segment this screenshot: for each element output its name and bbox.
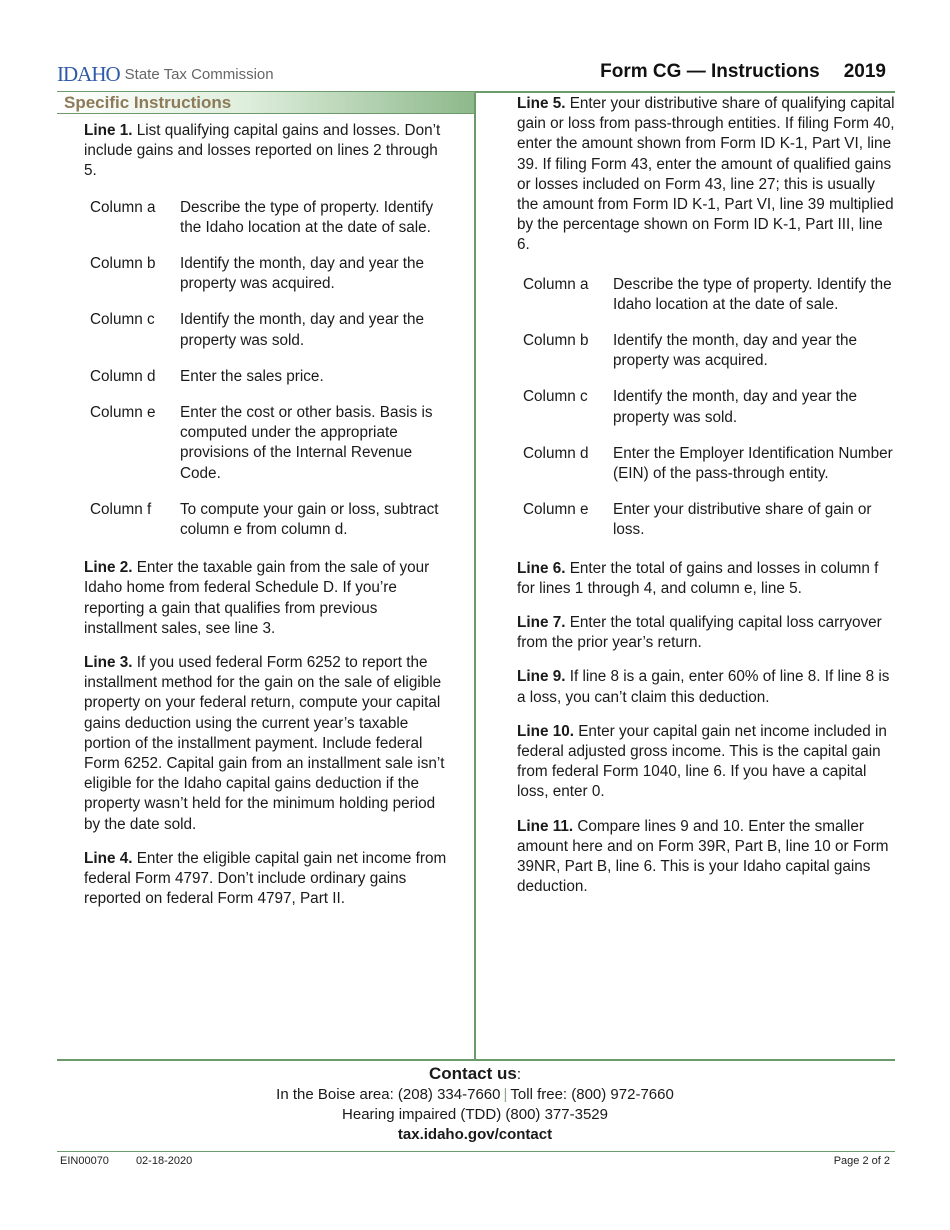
column-label: Column d — [523, 444, 589, 462]
line-1-column-e — [90, 403, 452, 484]
contact-title — [0, 1064, 950, 1085]
column-text: Enter the sales price. — [180, 367, 324, 385]
revision-date: 02-18-2020 — [135, 1155, 193, 1167]
line-7-instruction — [517, 613, 897, 653]
column-label: Column b — [90, 255, 156, 273]
line-1-column-a — [90, 198, 452, 238]
line-5-column-c — [523, 387, 897, 427]
form-title — [600, 61, 886, 83]
line-6-instruction — [517, 559, 897, 599]
contact-block — [0, 1064, 950, 1145]
column-text: Identify the month, day and year the property was sold. — [180, 311, 425, 349]
column-label: Column c — [523, 388, 588, 406]
line-9-text: If line 8 is a gain, enter 60% of line 8. If line 8 is a loss, you can’t claim this deduction. — [517, 668, 890, 706]
column-label: Column f — [90, 500, 152, 518]
line-9-label: Line 9. — [517, 668, 566, 686]
line-5-columns — [523, 275, 897, 541]
line-1-text: List qualifying capital gains and losses. Don’t include gains and losses reported on lines 2 through 5. — [84, 122, 441, 180]
line-3-text: If you used federal Form 6252 to report the installment method for the gain on the sale of eligible property on your federal return, compute your capital gains deduction using the current year’s taxable portion of the installment payment. Include federal Form 6252. Capital gain from an installment sale isn’t eligible for the Idaho capital gains deduction if the property wasn’t held for the minimum holding period by the date sold. — [84, 654, 445, 833]
line-10-text: Enter your capital gain net income included in federal adjusted gross income. This is the capital gain from federal Form 1040, line 6. If you have a capital loss, enter 0. — [517, 722, 887, 801]
column-text: Describe the type of property. Identify the Idaho location at the date of sale. — [180, 198, 434, 236]
line-1-column-b — [90, 254, 452, 294]
column-label: Column b — [523, 332, 589, 350]
logo-mark: IDAHO — [57, 61, 120, 86]
document-id: EIN00070 — [60, 1155, 109, 1167]
line-5-column-e — [523, 500, 897, 540]
line-3-label: Line 3. — [84, 654, 133, 672]
line-1-label: Line 1. — [84, 122, 133, 139]
contact-phones — [0, 1085, 950, 1105]
line-11-label: Line 11. — [517, 817, 574, 835]
footer-doc-info — [60, 1155, 192, 1167]
agency-logo — [57, 62, 274, 86]
column-label: Column d — [90, 367, 156, 385]
line-4-text: Enter the eligible capital gain net income from federal Form 4797. Don’t include ordinary gains reported on federal Form 4797, Part II. — [84, 849, 447, 908]
tdd-phone: Hearing impaired (TDD) (800) 377-3529 — [342, 1106, 608, 1123]
contact-colon: : — [516, 1066, 521, 1083]
column-text: Describe the type of property. Identify the Idaho location at the date of sale. — [613, 275, 892, 313]
footer-rule — [57, 1151, 895, 1152]
tollfree-phone: Toll free: (800) 972-7660 — [510, 1086, 674, 1103]
line-1-column-c — [90, 310, 452, 350]
line-10-label: Line 10. — [517, 722, 574, 740]
right-column — [517, 94, 897, 898]
left-column — [84, 121, 452, 910]
line-5-column-a — [523, 275, 897, 315]
column-label: Column c — [90, 311, 155, 329]
column-text: Enter your distributive share of gain or loss. — [613, 501, 872, 539]
line-7-text: Enter the total qualifying capital loss carryover from the prior year’s return. — [517, 614, 882, 652]
line-1-column-d — [90, 367, 452, 387]
contact-website-link[interactable]: tax.idaho.gov/contact — [397, 1126, 553, 1143]
line-4-label: Line 4. — [84, 849, 133, 867]
column-text: Enter the Employer Identification Number (EIN) of the pass-through entity. — [613, 444, 893, 483]
form-title-text: Form CG — Instructions — [600, 61, 820, 82]
line-10-instruction — [517, 722, 897, 803]
line-4-instruction — [84, 849, 452, 910]
line-2-label: Line 2. — [84, 559, 133, 577]
line-3-instruction — [84, 653, 452, 835]
column-divider — [474, 93, 476, 1059]
column-label: Column e — [523, 501, 589, 519]
page-number: Page 2 of 2 — [833, 1155, 890, 1167]
column-text: To compute your gain or loss, subtract column e from column d. — [180, 500, 439, 539]
column-text: Enter the cost or other basis. Basis is computed under the appropriate provisions of the Internal Revenue Code. — [180, 404, 433, 482]
line-2-text: Enter the taxable gain from the sale of your Idaho home from federal Schedule D. If you’re reporting a gain that qualifies from previous installment sales, see line 3. — [84, 559, 430, 637]
section-header-rule — [57, 113, 475, 114]
section-header — [57, 92, 475, 114]
line-6-text: Enter the total of gains and losses in column f for lines 1 through 4, and column e, line 5. — [517, 559, 879, 597]
line-5-instruction — [517, 94, 897, 256]
column-label: Column a — [90, 198, 156, 216]
line-5-text: Enter your distributive share of qualifying capital gain or loss from pass-through entities. If filing Form 40, enter the amount shown from Form ID K-1, Part VI, line 39. If filing Form 43, enter the amount of qualified gains or losses included on Form 43, line 27; this is usually the amount from Form ID K-1, Part VI, line 39 multiplied by the percentage shown on Form ID K-1, Part III, line 6. — [517, 95, 895, 254]
agency-name: State Tax Commission — [124, 65, 274, 83]
contact-heading: Contact us — [428, 1064, 517, 1083]
column-text: Identify the month, day and year the property was acquired. — [180, 255, 425, 293]
line-1-columns — [90, 198, 452, 541]
column-label: Column a — [523, 275, 589, 293]
column-text: Identify the month, day and year the property was sold. — [613, 388, 858, 426]
line-1-column-f — [90, 500, 452, 540]
boise-phone: In the Boise area: (208) 334-7660 — [276, 1086, 501, 1103]
column-label: Column e — [90, 404, 156, 422]
line-5-label: Line 5. — [517, 95, 566, 112]
form-year: 2019 — [843, 61, 886, 82]
phone-separator: | — [503, 1086, 508, 1103]
line-1-instruction — [84, 121, 452, 182]
line-11-instruction — [517, 817, 897, 898]
line-6-label: Line 6. — [517, 559, 566, 577]
line-11-text: Compare lines 9 and 10. Enter the smaller amount here and on Form 39R, Part B, line 10 or Form 39NR, Part B, line 6. This is your Idaho capital gains deduction. — [517, 817, 889, 896]
line-2-instruction — [84, 558, 452, 639]
line-7-label: Line 7. — [517, 614, 566, 632]
line-9-instruction — [517, 667, 897, 707]
line-5-column-d — [523, 444, 897, 484]
section-title: Specific Instructions — [64, 93, 232, 112]
line-5-column-b — [523, 331, 897, 371]
contact-rule — [57, 1059, 895, 1061]
column-text: Identify the month, day and year the property was acquired. — [613, 332, 858, 370]
